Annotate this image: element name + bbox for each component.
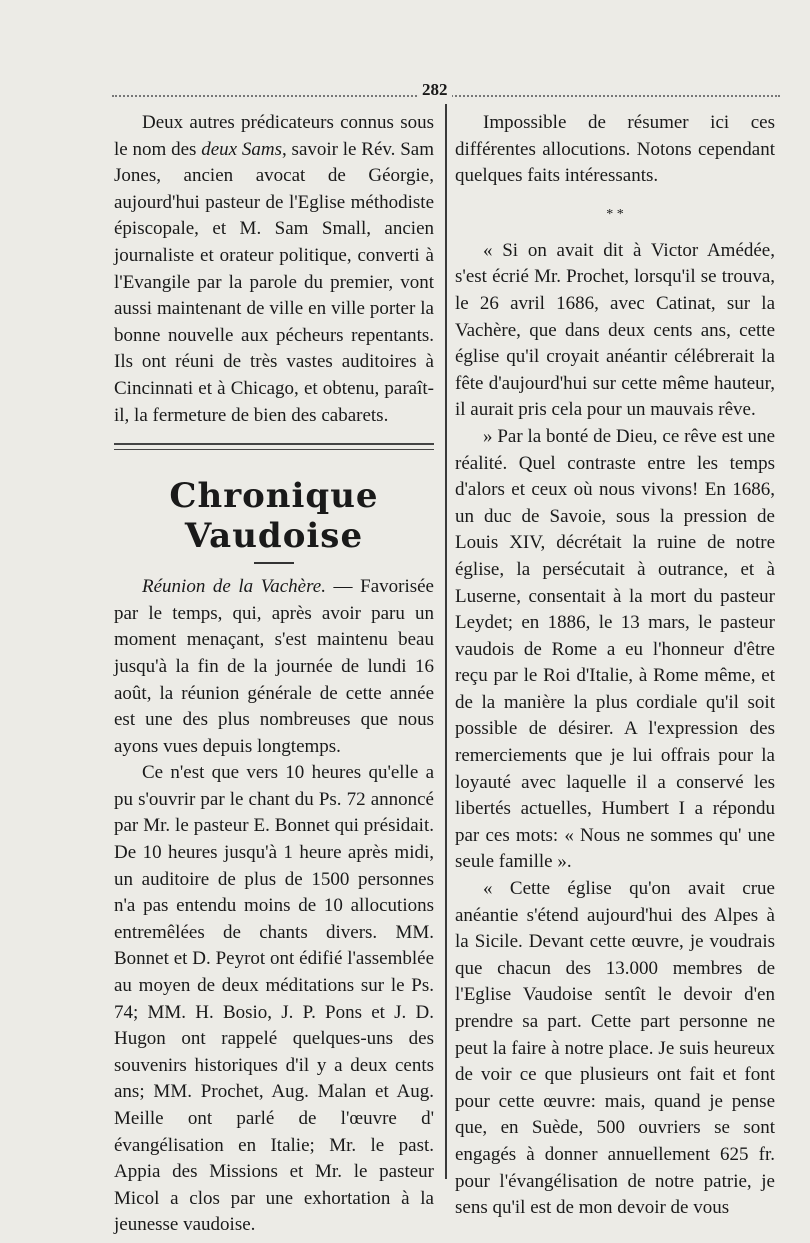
column-divider	[445, 104, 447, 1179]
right-column	[455, 110, 775, 1222]
prochet-quote-1: « Si on avait dit à Victor Amédée, s'est écrié Mr. Prochet, lorsqu'il se trouva, le 26 avril 1686, avec Catinat, sur la Vachère, que dans deux cents ans, cette église qu'il croyait anéantir célébrerait la fête d'aujourd'hui sur cette même hauteur, il aurait pris cela pour un mauvais rêve.	[455, 239, 775, 421]
page-number: 282	[418, 80, 452, 100]
section-double-rule	[114, 443, 434, 450]
report-title: Réunion de la Vachère.	[142, 576, 326, 598]
section-heading: Chronique Vaudoise	[169, 476, 379, 557]
left-column	[114, 110, 434, 1239]
preachers-paragraph: Deux autres prédicateurs connus sous le nom des deux Sams, savoir le Rév. Sam Jones, ancien avocat de Géorgie, aujourd'hui pasteur de l'Eglise méthodiste épiscopale, et M. Sam Small, ancien journaliste et orateur politique, converti à l'Evangile par la parole du premier, vont aussi maintenant de ville en ville porter la bonne nouvelle aux pécheurs repentants. Ils ont réuni de très vastes auditoires à Cincinnati et à Chicago, et obtenu, paraît-il, la fermeture de bien des cabarets.	[114, 112, 434, 426]
heading-short-rule	[254, 562, 294, 564]
prochet-quote-2: » Par la bonté de Dieu, ce rêve est une réalité. Quel contraste entre les temps d'alors et ceux où nous vivons! En 1686, un duc de Savoie, sous la pression de Louis XIV, décrétait la ruine de notre église, la persécutait à outrance, et à Luserne, consentait à la mort du pasteur Leydet; en 1886, le 13 mars, le pasteur vaudois de Rome a eu l'honneur d'être reçu par le Roi d'Italie, à Rome même, et de la manière la plus cordiale qu'il soit possible de désirer. A l'expression des remerciements que je lui offrais pour la loyauté avec laquelle il a conservé les libertés actuelles, Humbert I a répondu par ces mots: « Nous ne sommes qu' une seule famille ».	[455, 425, 775, 873]
prochet-quote-3: « Cette église qu'on avait crue anéantie s'étend aujourd'hui des Alpes à la Sicile. Devant cette œuvre, je voudrais que chacun des 13.000 membres de l'Eglise Vaudoise sentît le devoir d'en prendre sa part. Cette part personne ne peut la faire à notre place. Je suis heureux de voir ce que plusieurs ont fait et font pour cette œuvre: mais, quand je pense que, en Suède, 500 ouvriers se sont engagés à donner annuellement 625 fr. pour l'évangélisation de notre patrie, je sens qu'il est de mon devoir de vous	[455, 878, 775, 1219]
deux-sams-italic: deux Sams	[201, 138, 282, 160]
vachere-report-body: Ce n'est que vers 10 heures qu'elle a pu s'ouvrir par le chant du Ps. 72 annoncé par Mr. le pasteur E. Bonnet qui présidait. De 10 heures jusqu'à 1 heure après midi, un auditoire de plus de 1500 personnes n'a pas entendu moins de 10 allocutions entremêlées de chants divers. MM. Bonnet et D. Peyrot ont édifié l'assemblée au moyen de deux méditations sur le Ps. 74; MM. H. Bosio, J. P. Pons et J. D. Hugon ont rappelé quelques-uns des souvenirs historiques d'il y a deux cents ans; MM. Prochet, Aug. Malan et Aug. Meille ont parlé de l'œuvre d' évangélisation en Italie; Mr. le past. Appia des Missions et Mr. le pasteur Micol a clos par une exhortation à la jeunesse vaudoise.	[114, 762, 434, 1236]
asterism-separator: * *	[606, 206, 624, 222]
summary-paragraph: Impossible de résumer ici ces différentes allocutions. Notons cependant quelques faits intéressants.	[455, 112, 775, 187]
vachere-report-intro: Réunion de la Vachère. — Favorisée par le temps, qui, après avoir paru un moment menaçant, s'est maintenu beau jusqu'à la fin de la journée de lundi 16 août, la réunion générale de cette année est une des plus nombreuses que nous ayons vues depuis longtemps.	[114, 576, 434, 757]
